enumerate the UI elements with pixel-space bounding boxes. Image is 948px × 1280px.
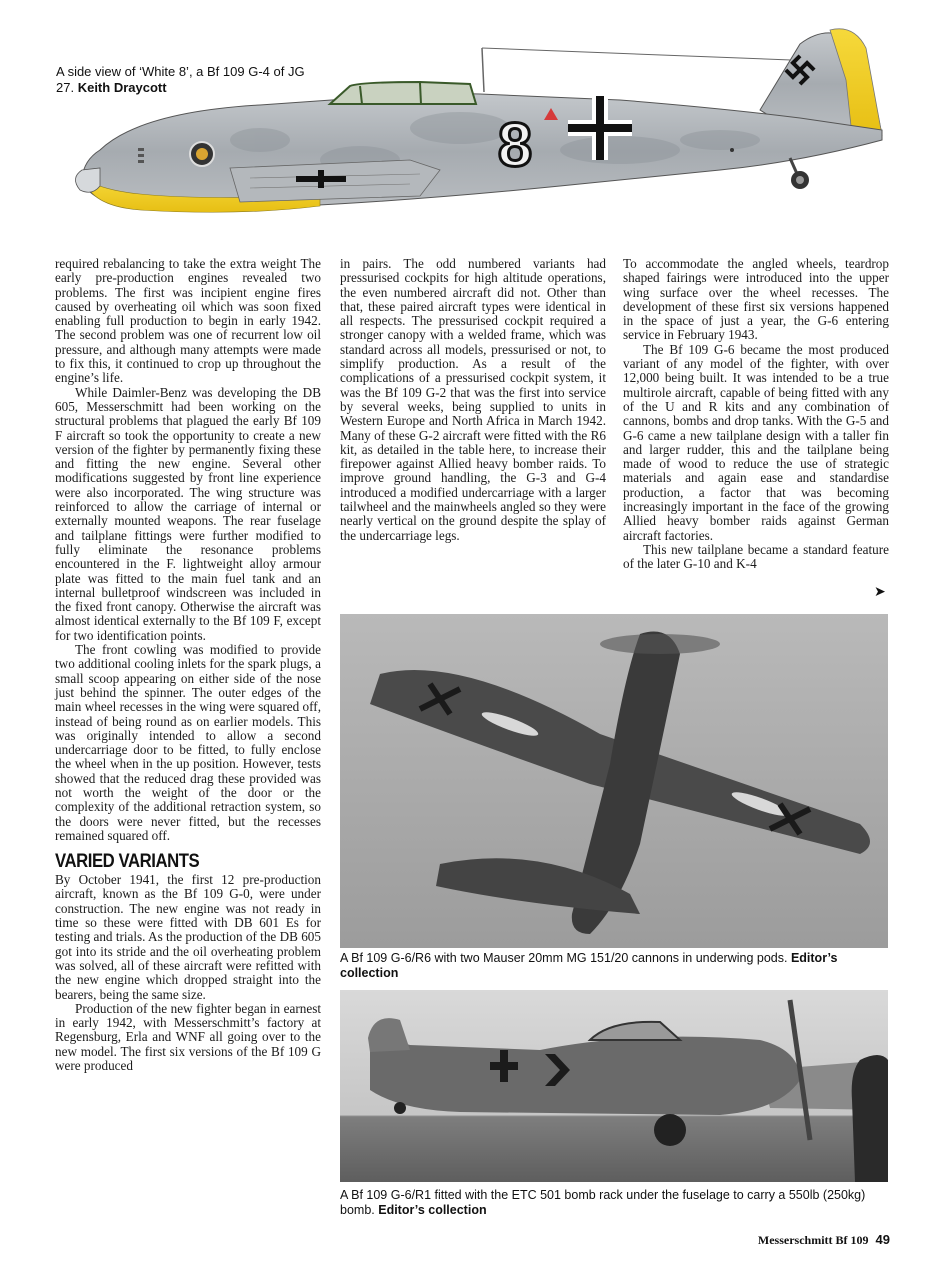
aircraft-number: 8 [497,111,533,180]
photo-2-caption-credit: Editor’s collection [378,1203,487,1217]
text-column-2 [340,257,606,543]
photo-1-caption-text: A Bf 109 G-6/R6 with two Mauser 20mm MG 151/20 cannons in underwing pods. [340,951,788,965]
paragraph: This new tailplane became a standard feature of the later G-10 and K-4 [623,541,889,572]
photo-2-caption [340,1188,888,1218]
photo-1-caption-credit: Editor’s collection [340,951,838,980]
paragraph: The front cowling was modified to provide two additional cooling inlets for the spark plugs, a small scoop appearing on either side of the nose just behind the spinner. The outer edges of the main wheel recesses in the wing were squared off, instead of being round as on earlier models. This was originally intended to allow a second undercarriage door to be fitted, to fully enclose the wheel when in the up position. However, tests showed that the reduced drag these provided was not worth the weight of the door or the complexity of the additional retraction system, so the doors were never fitted, but the recesses remained squared off. [55,642,321,843]
text-column-3 [623,257,889,572]
paragraph: By October 1941, the first 12 pre-production aircraft, known as the Bf 109 G-0, were under construction. The new engine was not ready in time so these were fitted with DB 601 Es for testing and trials. As the production of the DB 605 got into its stride and the oil overheating problem was solved, all of these aircraft were refitted with the new engine which dropped straight into the bearers, being the same size. [55,872,321,1002]
photo-bf109-g6-r1 [340,990,888,1182]
hero-caption-text: A side view of ‘White 8’, a Bf 109 G-4 of JG 27. [56,64,305,95]
paragraph: Production of the new fighter began in earnest in early 1942, with Messerschmitt’s factory at Regensburg, Erla and WNF all going over to the new model. The first six versions of the Bf 109 G were produced [55,1000,321,1074]
photo-1-caption [340,951,888,981]
page-number: 49 [875,1232,890,1247]
photo-bf109-g6-r6 [340,614,888,948]
hero-illustration [0,0,948,250]
paragraph: The Bf 109 G-6 became the most produced variant of any model of the fighter, with over 12,000 being built. It was intended to be a true multirole aircraft, capable of being fitted with any of the U and R kits and any combination of cannons, bombs and drop tanks. With the G-5 and G-6 came a new tailplane design with a taller fin and larger rudder, this and the tailplane being made of wood to reduce the use of strategic materials and again ease and standardise production, a factor that was becoming increasingly important in the face of the growing Allied heavy bomber raids against German aircraft factories. [623,341,889,543]
paragraph: required rebalancing to take the extra weight The early pre-production engines revealed two problems. The first was incipient engine fires caused by overheating oil which was soon fixed enabling full production to begin in early 1942. The second problem was one of recurrent low oil pressure, and although many attempts were made to fix this, it continued to crop up throughout the engine’s life. [55,256,321,386]
section-heading: VARIED VARIANTS [55,851,200,873]
hero-caption-credit: Keith Draycott [77,80,167,95]
photo-2-caption-text: A Bf 109 G-6/R1 fitted with the ETC 501 bomb rack under the fuselage to carry a 550lb (250kg) bomb. [340,1188,866,1217]
paragraph: While Daimler-Benz was developing the DB 605, Messerschmitt had been working on the structural problems that plagued the early Bf 109 F aircraft so took the opportunity to create a new version of the fighter by permanently fixing these and fitting the new engine. Several other modifications suggested by front line experience were also incorporated. The wing structure was reinforced to allow the carriage of internal or externally mounted weapons. The rear fuselage and tailplane fittings were further modified to fully eliminate the resonance problems encountered in the F. lightweight alloy armour plate was fitted to the main fuel tank and an internal bulletproof windscreen was included in the fixed front canopy. Otherwise the aircraft was almost identical externally to the Bf 109 F, except for two identification points. [55,384,321,643]
paragraph: in pairs. The odd numbered variants had pressurised cockpits for high altitude operations, the even numbered aircraft did not. Other than that, these paired aircraft types were identical in all respects. The pressurised cockpit required a stronger canopy with a welded frame, which was standard across all models, pressurised or not, to simplify production. As a result of the complications of a pressurised cockpit system, it was the Bf 109 G-2 that was the first into service by several weeks, being supplied to units in Western Europe and North Africa in March 1942. Many of these G-2 aircraft were fitted with the R6 kit, as detailed in the table here, to increase their firepower against Allied heavy bomber raids. To improve ground handling, the G-3 and G-4 introduced a modified undercarriage with a larger tailwheel and the mainwheels angled so they were nearly vertical on the ground despite the splay of the undercarriage legs. [340,256,606,543]
page-footer [758,1232,890,1248]
text-column-1 [55,257,321,1073]
magazine-title: Messerschmitt Bf 109 [757,1233,869,1247]
hero-caption [56,64,306,96]
paragraph: To accommodate the angled wheels, teardrop shaped fairings were introduced into the upper wing surface over the wheel recesses. The development of these first six versions happened in the space of just a year, the G-6 entering service in February 1943. [623,256,889,343]
aircraft-profile-image [0,0,948,250]
continue-arrow-icon: ➤ [874,584,886,600]
